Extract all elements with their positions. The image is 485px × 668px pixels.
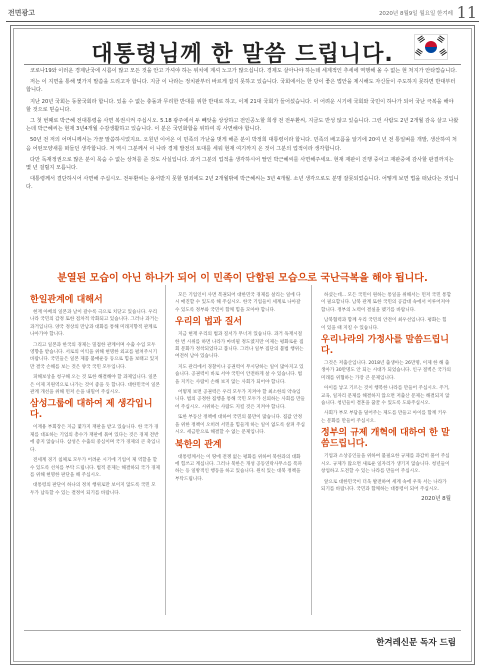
column-divider	[311, 285, 312, 615]
body-paragraph: 전세계 경기 침체로 모두가 어려운 시기에 기업이 제 역할을 할 수 있도록 선처를 부탁 드립니다. 법적 문제는 해결하되 국가 경제를 위해 현명한 판단을 해 주십시오.	[30, 458, 160, 478]
body-paragraph: 앞으로 대한민국이 더욱 발전하여 세계 속에 우뚝 서는 나라가 되기를 바랍니다. 국민과 함께하는 대통령이 되어 주십시오.	[321, 479, 447, 492]
body-paragraph: 그것은 저출산입니다. 2018년 출생아는 26만명, 이제 한 해 출생아가 30만명도 안 되는 시대가 되었습니다. 인구 절벽은 국가의 미래를 위협하는 가장 큰 문제입니다.	[321, 361, 451, 381]
body-paragraph: 어떻게 보면 공권력은 우리 모두가 지켜야 할 최소한의 약속입니다. 법의 공정한 집행을 통해 국민 모두가 신뢰하는 사회를 만들어 주십시오. 시위하는 사람도 지킬 것은 지켜야 합니다.	[175, 390, 305, 410]
issue-date: 2020년 8월9일 월요일 한겨레	[378, 11, 453, 17]
intro-paragraph: 코로나19와 이러운 경제난국에 시름이 많고 모든 것을 안고 가셔야 하는 위치에 계셔 노고가 많으십니다. 경제도 살아나야 하는데 세계적인 추세에 역행해 올 수 없는 현 처지가 안타깝습니다.	[30, 68, 457, 74]
body-paragraph: 이재용 부회장은 지금 몇가지 재판을 받고 있습니다. 한 국가 경제를 대표하는 기업의 총수가 재판에 묶여 있다는 것은 경제 전반에 좋지 않습니다. 삼성은 수출의 중심이며 국가 경제의 큰 축입니다.	[30, 425, 160, 453]
section-heading: 우리의 법과 질서	[175, 317, 243, 328]
signature-rule	[24, 630, 461, 631]
body-paragraph: 하셨는데... 모든 국민이 원하는 통일을 위해서는 먼저 국민 통합이 필요합니다. 남북 관계 또한 국민의 공감대 속에서 이루어져야 합니다. 정부의 노력이 결실을 맺기를 바랍니다.	[321, 293, 452, 313]
ad-title: 대통령님께 한 말씀 드립니다.	[91, 42, 394, 67]
section-heading: 북한의 관계	[175, 439, 222, 450]
body-paragraph: 지도 관리에서 경찰이나 공권력이 무시당하는 일이 많아지고 있습니다. 공권력이 바로 서야 국민이 안전하게 살 수 있습니다. 법을 지키는 사람이 손해 보지 않는 사회가 되어야 합니다.	[175, 364, 304, 385]
intro-paragraph: 그 첫 번째로 박근혜 전대통령을 사면 복권시켜 주십시오. 5.18 광주에서 두 빼앗을 상상하고 전인공노할 희생 전 전두환씨, 지금도 반성 않고 있습니다. 그런 사람도 2년 2개월 감옥 살고 나왔는데 박근혜씨는 현재 3년4개월 수감생활하고 있습니다. 이 분은 국민화합을 위하여 꼭 사면해야 합니다.	[26, 118, 459, 133]
section-heading: 정부의 규제 개혁에 대하여 한 말씀드립니다.	[321, 428, 450, 450]
body-paragraph: 또한 부동산 정책에 대하여 국민의 불만이 많습니다. 집값 안정을 위한 정책이 오히려 서민을 힘들게 하는 일이 없도록 살펴 주십시오. 세금만으로 해결할 수 없는 문제입니다.	[175, 415, 305, 436]
body-paragraph: 그리고 일본과 한국의 경제는 밀접한 관계이며 수출 수입 모두 영향을 받습니다. 서로의 이익을 위해 현명한 외교를 펼쳐주시기 바랍니다. 국민들은 일본 제품 불매운동 등으로 힘을 보태고 있지만 결국 손해를 보는 것은 양국 국민 모두입니다.	[30, 342, 159, 370]
body-paragraph: 피해보상을 청구해 오는 것 또한 해결해야 할 과제입니다. 일본은 이제 지원역으로 나가는 것이 좋을 듯 합니다. 대한민국이 일본 관계 개선을 위해 먼저 손을 내밀어 주십시오.	[30, 375, 160, 396]
body-paragraph: 지금 현재 우리의 법과 질서가 무너져 있습니다. 과거 독재시절 한 번 시위를 하면 나라가 마비될 정도였지만 이제는 평화로운 집회 문화가 정착되었다고 봅니다. 그러나 일부 집단의 불법 행위는 여전히 남아 있습니다.	[175, 332, 304, 360]
section-heading: 한일관계에 대해서	[30, 295, 103, 305]
body-column	[175, 292, 305, 486]
intro-paragraph: 지난 20년 국회는 동물국회라 합니다. 있을 수 없는 충돌과 무리한 반대를 위한 반대로 하고, 이제 21대 국회가 들어섰습니다. 이 어려운 시기에 국회와 국민이 하나가 되어 국난 극복을 해야 할 것으로 믿습니다.	[26, 98, 454, 113]
korean-flag-icon	[414, 34, 448, 60]
intro-paragraph: 50년 전 저의 어머니께서는 가끔 말씀하시었지요. 오원년 이어온 이 민족의 가난을 벗게 해준 분이 박정희 대통령이라 합니다. 민족의 배고픔을 알기에 20여 년 전 통일벼를 개발, 생산하여 처음 어떤모양새를 떠들던 생각합니다. 저 역시 그분께서 이 나라 경제 발전의 토대를 세워 현재 여기까지 온 것이 그분의 업적이라 생각합니다.	[26, 137, 457, 152]
body-paragraph: 사회가 부모 부담을 덜어주는 제도를 만들고 아이를 함께 키우는 문화를 만들어 주십시오.	[321, 411, 447, 424]
body-paragraph: 현재 아베의 일본과 날이 갈수록 극으로 치닫고 있습니다. 우리나라 국민의 감정 또한 점차적 악화되고 있습니다. 그러나 과거는 과거입니다. 양국 정상의 만남과 대화를 통해 미래지향적 관계로 나아가야 합니다.	[30, 310, 159, 338]
letter-date: 2020년 8월	[421, 496, 451, 503]
body-column	[30, 292, 160, 500]
signature: 한겨레신문 독자 드림	[376, 638, 456, 648]
title-rule	[24, 64, 461, 65]
body-paragraph: 대통령께서는 이 땅에 전쟁 없는 평화를 위하여 북한과의 대화에 힘쓰고 계십니다. 그러나 북한은 개성 공동연락사무소를 폭파하는 등 일방적인 행동을 하고 있습니다. 원칙 있는 대북 정책을 부탁드립니다.	[175, 454, 303, 482]
body-paragraph: 모든 기업인이 사면 복권되어 대한민국 경제를 살리는 일에 다시 매진할 수 있도록 해 주십시오. 한국 기업들이 세계로 나아갈 수 있도록 정부와 국민이 함께 힘을 모아야 합니다.	[175, 293, 301, 313]
column-divider	[165, 285, 166, 615]
body-paragraph: 아이를 낳고 기르는 것이 행복한 나라를 만들어 주십시오. 주거, 교육, 일자리 문제를 해결하지 않으면 저출산 문제는 해결되지 않습니다. 청년들이 결혼을 꿈꿀 수 있도록 도와주십시오.	[321, 386, 450, 407]
body-paragraph: 기업과 소상공인들을 위하여 불필요한 규제를 과감히 풀어 주십시오. 규제가 많으면 새로운 일자리가 생기지 않습니다. 청년들이 창업하고 도전할 수 있는 나라를 만들어 주십시오.	[321, 454, 450, 475]
intro-paragraph: 저는 이 지면을 통해 몇가지 말씀을 드리고자 합니다. 지금 이 나라는 정치판부터 바르게 잡지 못하고 있습니다. 국회에서는 한 당이 좋은 법안을 제시해도 자신들이 주도하지 못하면 반대부터 합니다.	[26, 79, 456, 94]
section-label: 전면광고	[8, 9, 36, 17]
body-column	[321, 292, 451, 507]
section-heading: 삼성그룹에 대하여 제 생각입니다.	[30, 399, 153, 421]
body-paragraph: 대통령의 판단이 하나의 정치 행위로만 보이지 않도록 국민 모두가 납득할 수 있는 결정이 되기를 바랍니다.	[30, 483, 156, 496]
intro-paragraph: 대통령께서 결단하시어 사면해 주십시오. 전두환씨는 용서받지 못할 범죄에도 2년 2개월밖에 박근혜씨는 3년 4개월. 소년 생각으로도 분명 잘못되었습니다. 어떻게 보면 법을 떠났다는 것입니다.	[26, 176, 459, 191]
header-rule	[6, 21, 479, 22]
headline: 분열된 모습이 아닌 하나가 되어 이 민족이 단합된 모습으로 국난극복을 해야 됩니다.	[57, 273, 428, 284]
section-heading: 우리나라의 가정사를 말씀드립니다.	[321, 335, 449, 357]
intro-paragraph: 다만 독재정권으로 많은 분이 목숨 수 없는 상처를 준 것도 사실입니다. 과거 그분의 업적을 생각하시어 딸인 박근혜씨를 사면해주세요. 현재 재판이 진행 중이고 재판중에 감사할 판결까지는 몇 년 걸릴지 모릅니다.	[26, 156, 454, 172]
body-paragraph: 남북협력과 함께 우리 국민의 안전이 최우선입니다. 평화는 힘이 있을 때 지킬 수 있습니다.	[321, 318, 447, 331]
intro-text	[26, 67, 459, 195]
page-number: 11	[456, 3, 477, 22]
